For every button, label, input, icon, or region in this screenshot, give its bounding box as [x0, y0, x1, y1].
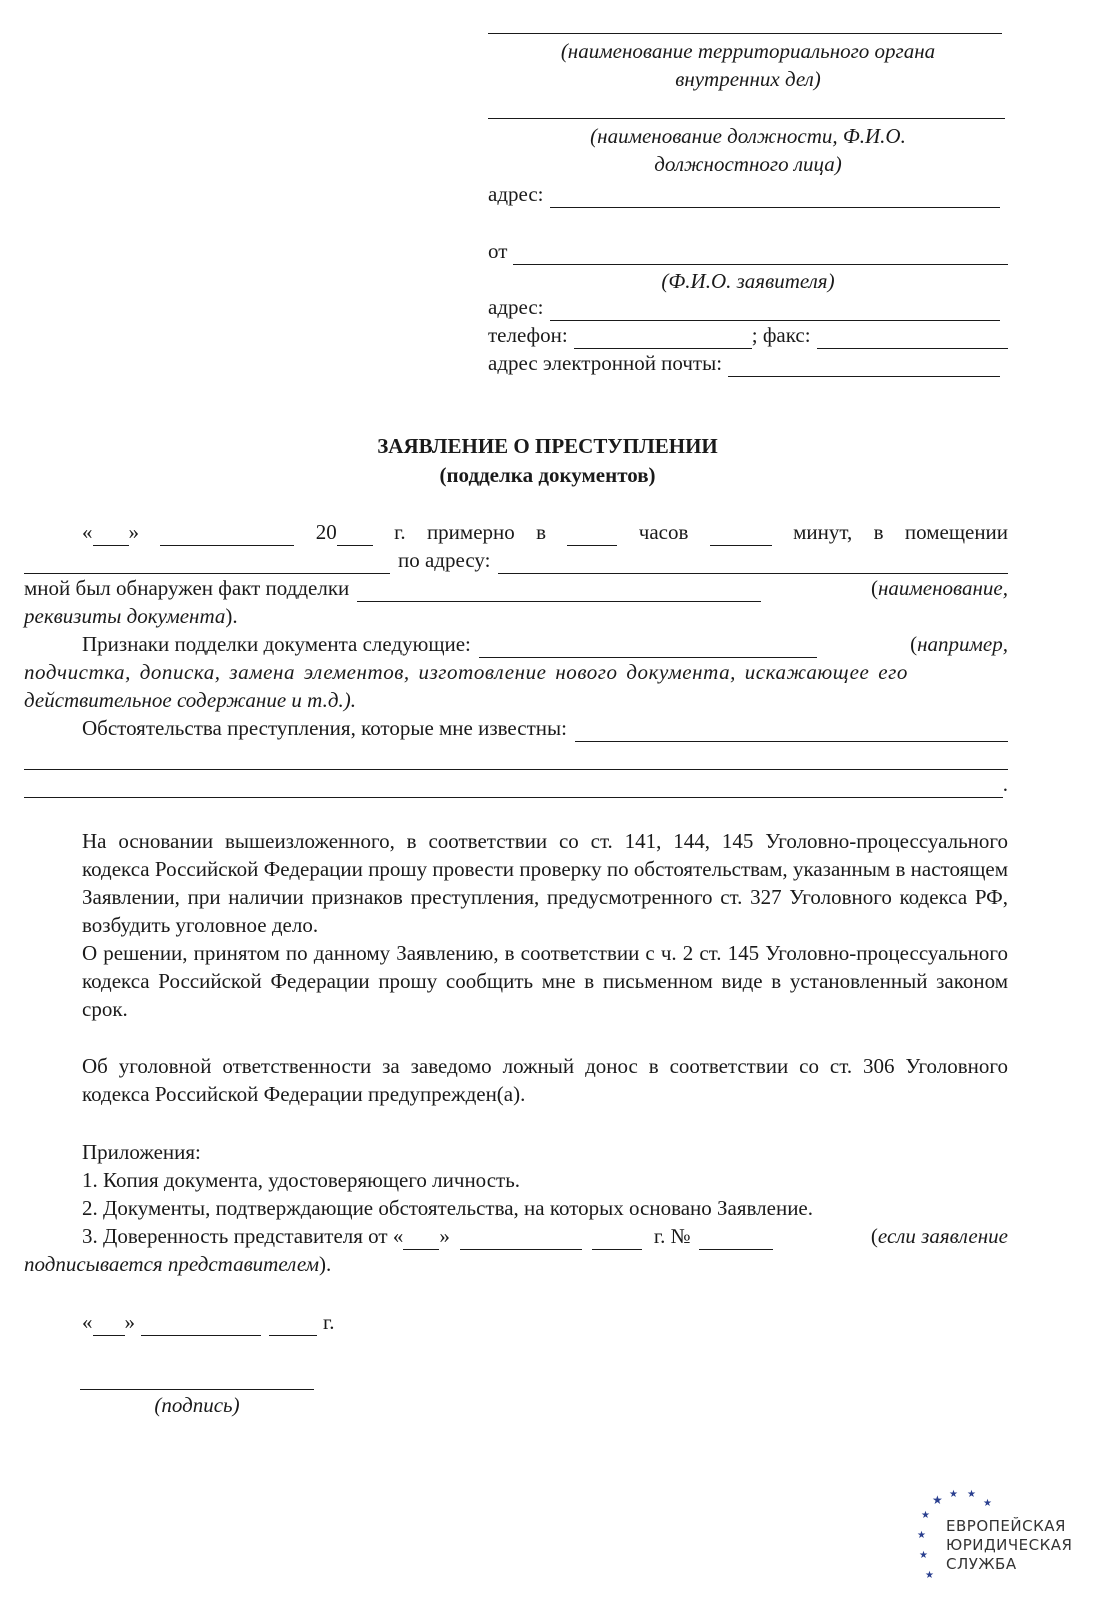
email-label: адрес электронной почты:: [488, 351, 723, 375]
l1-year: 20: [315, 520, 337, 544]
svg-text:★: ★: [983, 1498, 992, 1509]
from-field[interactable]: [513, 244, 1008, 265]
header-organ: [488, 33, 1008, 93]
address-field-body[interactable]: [498, 553, 1008, 574]
sign-month-field[interactable]: [141, 1315, 261, 1336]
found-line: [24, 574, 1008, 602]
signature-caption: (подпись): [154, 1393, 240, 1417]
title-main: ЗАЯВЛЕНИЕ О ПРЕСТУПЛЕНИИ: [377, 434, 718, 458]
signs-example-1: например,: [917, 632, 1008, 656]
document-field[interactable]: [357, 581, 761, 602]
from-label: от: [488, 239, 508, 263]
header-email: [488, 349, 1000, 377]
l3-paren: (: [870, 576, 878, 600]
attach-3-end: ).: [319, 1252, 332, 1276]
title-sub: (подделка документов): [439, 463, 656, 487]
poa-year-field[interactable]: [592, 1229, 642, 1250]
email-field[interactable]: [728, 356, 1000, 377]
attach-3-cont-line: [24, 1250, 1008, 1278]
date-close: »: [124, 1310, 135, 1334]
attach-title-line: [24, 1138, 1008, 1166]
header-from: [488, 237, 1008, 295]
svg-text:★: ★: [919, 1550, 928, 1561]
signs-example-3-line: [24, 686, 1008, 714]
l4-end: ).: [225, 604, 238, 628]
address-label: адрес:: [488, 182, 544, 206]
paragraph-notify: О решении, принятом по данному Заявлению, в соответствии с ч. 2 ст. 145 Уголовно-процессуального кодекса Российской Федерации прошу сообщить мне в письменном виде в установленный законом срок.: [82, 941, 1008, 1021]
month-field[interactable]: [160, 525, 294, 546]
attachments-section: [24, 1138, 1008, 1278]
document-title: [0, 432, 1095, 490]
attach-3-it2: подписывается представителем: [24, 1252, 320, 1276]
attach-3-b: »: [439, 1224, 450, 1248]
attach-1-line: [24, 1166, 1008, 1194]
sign-date-line: [24, 1308, 1008, 1336]
room-field[interactable]: [24, 553, 390, 574]
circumstances-field-1[interactable]: [575, 721, 1008, 742]
attach-1: 1. Копия документа, удостоверяющего личность.: [82, 1168, 521, 1192]
attach-2-line: [24, 1194, 1008, 1222]
l1-v: в: [536, 520, 547, 544]
svg-text:★: ★: [917, 1530, 926, 1541]
svg-text:★: ★: [925, 1570, 934, 1581]
address-field[interactable]: [550, 187, 1000, 208]
official-caption-1: (наименование должности, Ф.И.О.: [590, 124, 906, 148]
signs-line: [24, 630, 1008, 658]
signs-example-2: подчистка, дописка, замена элементов, изготовление нового документа, искажающее его: [24, 660, 908, 684]
poa-day-field[interactable]: [403, 1229, 439, 1250]
l3-name: наименование,: [877, 576, 1008, 600]
l2-address: по адресу:: [398, 548, 491, 572]
date-open: «: [82, 1310, 93, 1334]
signature-line[interactable]: [80, 1389, 314, 1390]
l1-open: «: [82, 520, 93, 544]
l3-found: мной был обнаружен факт подделки: [24, 576, 350, 600]
date-section: [24, 1308, 1008, 1336]
l1-room: помещении: [904, 520, 1009, 544]
l1-v2: в: [873, 520, 884, 544]
attach-title: Приложения:: [82, 1140, 201, 1164]
attach-3-a: 3. Доверенность представителя от «: [82, 1224, 404, 1248]
organ-line: [488, 33, 1002, 34]
body-section: [24, 518, 1008, 798]
poa-number-field[interactable]: [699, 1229, 773, 1250]
l1-close: »: [128, 520, 139, 544]
poa-month-field[interactable]: [460, 1229, 582, 1250]
phone-field[interactable]: [574, 328, 752, 349]
circ-dot: .: [1002, 772, 1008, 796]
logo-line-3: СЛУЖБА: [946, 1555, 1017, 1573]
l1-g: г.: [394, 520, 406, 544]
l4-req: реквизиты документа: [24, 604, 226, 628]
header-phone: [488, 321, 1008, 349]
svg-text:★: ★: [921, 1510, 930, 1521]
date-g: г.: [323, 1310, 335, 1334]
official-caption-2: должностного лица): [654, 152, 842, 176]
l1-minutes: минут,: [793, 520, 853, 544]
fax-label: ; факс:: [751, 323, 811, 347]
official-line: [488, 118, 1005, 119]
signs-example-3: действительное содержание и т.д.).: [24, 688, 356, 712]
paragraph-warning: Об уголовной ответственности за заведомо ложный донос в соответствии со ст. 306 Уголовного кодекса Российской Федерации предупрежден(а).: [82, 1054, 1008, 1106]
circumstances-line-2: [24, 742, 1008, 770]
logo-line-2: ЮРИДИЧЕСКАЯ: [946, 1536, 1073, 1554]
attach-2: 2. Документы, подтверждающие обстоятельства, на которых основано Заявление.: [82, 1196, 814, 1220]
organ-caption-1: (наименование территориального органа: [560, 39, 936, 63]
signs-example-open: (: [910, 632, 918, 656]
minutes-field[interactable]: [710, 525, 772, 546]
room-address-line: [24, 546, 1008, 574]
l1-hours: часов: [638, 520, 689, 544]
sign-year-field[interactable]: [269, 1315, 317, 1336]
attach-3-line: [24, 1222, 1008, 1250]
svg-text:★: ★: [932, 1493, 943, 1507]
l1-approx: примерно: [426, 520, 515, 544]
address2-field[interactable]: [550, 300, 1000, 321]
svg-text:★: ★: [967, 1489, 976, 1500]
logo-text: [946, 1517, 1072, 1574]
warning-section: [24, 1052, 1008, 1108]
year-field[interactable]: [337, 525, 373, 546]
fax-field[interactable]: [817, 328, 1008, 349]
svg-text:★: ★: [949, 1489, 958, 1500]
circ-label: Обстоятельства преступления, которые мне известны:: [82, 716, 567, 740]
circumstances-field-3[interactable]: [24, 777, 1003, 798]
address2-label: адрес:: [488, 295, 544, 319]
signs-example-2-line: [24, 658, 1008, 686]
circumstances-line: [24, 714, 1008, 742]
signs-label: Признаки подделки документа следующие:: [82, 632, 471, 656]
signs-field[interactable]: [479, 637, 817, 658]
attach-3-g: г. №: [653, 1224, 691, 1248]
attach-3-paren: (: [870, 1224, 878, 1248]
paragraph-request: На основании вышеизложенного, в соответствии со ст. 141, 144, 145 Уголовно-процессуального кодекса Российской Федерации прошу провести проверку по обстоятельствам, указанным в настоящем Заявлении, при наличии признаков преступления, предусмотренного ст. 327 Уголовного кодекса РФ, возбудить уголовное дело.: [82, 829, 1008, 937]
applicant-caption: (Ф.И.О. заявителя): [661, 269, 835, 293]
sign-day-field[interactable]: [93, 1315, 125, 1336]
attach-3-it1: если заявление: [877, 1224, 1008, 1248]
request-section: [24, 827, 1008, 1023]
circumstances-field-2[interactable]: [24, 749, 1008, 770]
day-field[interactable]: [93, 525, 129, 546]
header-address-2: [488, 293, 1000, 321]
date-time-line: [24, 518, 1008, 546]
organ-caption-2: внутренних дел): [675, 67, 821, 91]
header-official: [488, 118, 1008, 178]
logo-line-1: ЕВРОПЕЙСКАЯ: [946, 1517, 1066, 1535]
circumstances-line-3: [24, 770, 1008, 798]
requisites-line: [24, 602, 1008, 630]
hours-field[interactable]: [567, 525, 617, 546]
phone-label: телефон:: [488, 323, 568, 347]
header-address-1: [488, 180, 1000, 208]
